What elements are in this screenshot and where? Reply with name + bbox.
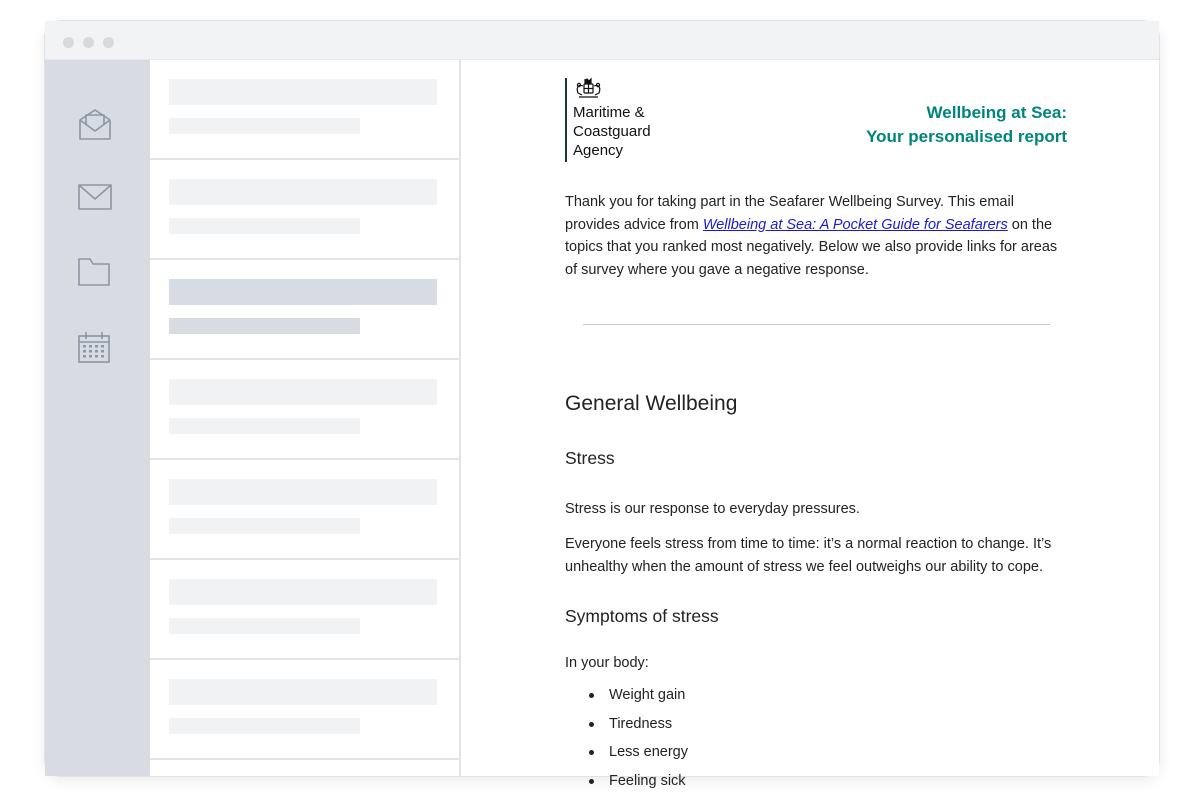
inbox-tray-icon[interactable] xyxy=(77,106,113,142)
placeholder-line xyxy=(169,79,437,105)
pocket-guide-link[interactable]: Wellbeing at Sea: A Pocket Guide for Seafarers xyxy=(702,216,1008,233)
placeholder-line xyxy=(169,218,360,234)
list-item[interactable] xyxy=(150,60,459,160)
list-item[interactable] xyxy=(150,560,459,660)
logo-text-line: Agency xyxy=(573,142,624,159)
logo-text-line: Maritime & xyxy=(573,104,645,121)
list-item-selected[interactable] xyxy=(150,260,459,360)
list-item[interactable] xyxy=(150,460,459,560)
placeholder-line xyxy=(169,718,360,734)
list-item: Less energy xyxy=(565,742,688,771)
mail-icon[interactable] xyxy=(77,179,113,215)
mail-app-window xyxy=(44,20,1160,789)
stress-paragraph: Everyone feels stress from time to time: it’s a normal reaction to change. It’s unhealthy when the amount of stress we feel outweighs our ability to cope. xyxy=(565,536,1052,575)
placeholder-line xyxy=(169,479,437,505)
list-item[interactable] xyxy=(150,160,459,260)
stress-heading: Stress xyxy=(565,448,615,468)
message-list xyxy=(150,60,461,776)
placeholder-line xyxy=(169,118,360,134)
list-item[interactable] xyxy=(150,360,459,460)
agency-logo xyxy=(565,78,687,162)
placeholder-line xyxy=(169,418,360,434)
window-control-dot[interactable] xyxy=(83,37,94,48)
intro-paragraph xyxy=(565,191,1065,281)
placeholder-line xyxy=(169,518,360,534)
section-heading: General Wellbeing xyxy=(565,392,738,415)
royal-crest-icon xyxy=(573,78,603,105)
logo-text-line: Coastguard xyxy=(573,123,651,140)
placeholder-line xyxy=(169,679,437,705)
list-item[interactable] xyxy=(150,660,459,760)
placeholder-line xyxy=(169,579,437,605)
stress-paragraph: Stress is our response to everyday pressures. xyxy=(565,501,860,517)
report-title-line2: Your personalised report xyxy=(866,127,1067,146)
placeholder-line xyxy=(169,318,360,334)
intro-text: on the topics that you ranked most negatively. Below we also provide links for areas of survey where you gave a negative response. xyxy=(565,216,1058,278)
symptoms-heading: Symptoms of stress xyxy=(565,606,719,626)
calendar-icon[interactable] xyxy=(77,330,113,366)
symptoms-list xyxy=(565,685,688,799)
window-titlebar xyxy=(45,21,1159,60)
window-control-dot[interactable] xyxy=(103,37,114,48)
placeholder-line xyxy=(169,618,360,634)
folder-icon[interactable] xyxy=(77,254,113,290)
window-control-dot[interactable] xyxy=(63,37,74,48)
email-body xyxy=(461,60,1159,789)
list-item: Tiredness xyxy=(565,714,688,743)
placeholder-line xyxy=(169,379,437,405)
body-symptoms-label: In your body: xyxy=(565,655,649,671)
report-title-line1: Wellbeing at Sea: xyxy=(926,103,1067,122)
placeholder-line xyxy=(169,279,437,305)
section-divider xyxy=(583,324,1050,325)
list-item: Feeling sick xyxy=(565,771,688,800)
app-sidebar xyxy=(45,60,150,776)
placeholder-line xyxy=(169,179,437,205)
list-item: Weight gain xyxy=(565,685,688,714)
intro-text: Thank you for taking part in the Seafarer Wellbeing Survey. This email provides advice from xyxy=(565,194,1014,233)
